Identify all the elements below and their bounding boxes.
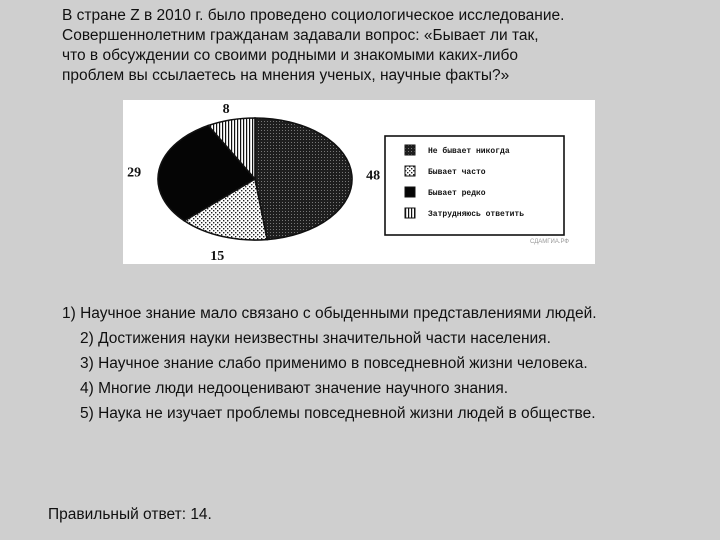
question-text: [62, 6, 692, 86]
question-line: Совершеннолетним гражданам задавали вопрос: «Бывает ли так,: [62, 27, 539, 44]
question-line: В стране Z в 2010 г. было проведено социологическое исследование.: [62, 7, 565, 24]
pie-data-label: 15: [210, 249, 225, 264]
question-line: проблем вы ссылаетесь на мнения ученых, научные факты?»: [62, 67, 510, 84]
pie-chart: [123, 100, 595, 264]
pie-slice-1: [255, 118, 352, 240]
answer-option-3: 3) Научное знание слабо применимо в повседневной жизни человека.: [80, 355, 588, 372]
answer-option-2: 2) Достижения науки неизвестны значительной части населения.: [80, 330, 551, 347]
pie-data-label: 48: [366, 168, 381, 184]
legend-label-2: Бывает часто: [428, 168, 486, 177]
question-line: что в обсуждении со своими родными и знакомыми каких-либо: [62, 47, 519, 64]
legend-label-4: Затрудняюсь ответить: [428, 210, 525, 219]
answer-option-5: 5) Наука не изучает проблемы повседневной жизни людей в обществе.: [80, 405, 596, 422]
legend-label-3: Бывает редко: [428, 189, 486, 198]
correct-answer: Правильный ответ: 14.: [48, 506, 212, 523]
answer-option-4: 4) Многие люди недооценивают значение научного знания.: [80, 380, 509, 397]
pie-data-label: 8: [222, 102, 230, 118]
legend-swatch-1: [405, 145, 415, 155]
legend-swatch-4: [405, 208, 415, 218]
chart-watermark: СДАМГИА.РФ: [530, 239, 569, 245]
legend-swatch-3: [405, 187, 415, 197]
pie-chart-figure: [123, 100, 595, 264]
pie-data-label: 29: [127, 165, 142, 181]
answer-options: [62, 304, 682, 429]
legend-swatch-2: [405, 166, 415, 176]
legend-label-1: Не бывает никогда: [428, 147, 510, 156]
answer-option-1: 1) Научное знание мало связано с обыденными представлениями людей.: [62, 305, 597, 322]
